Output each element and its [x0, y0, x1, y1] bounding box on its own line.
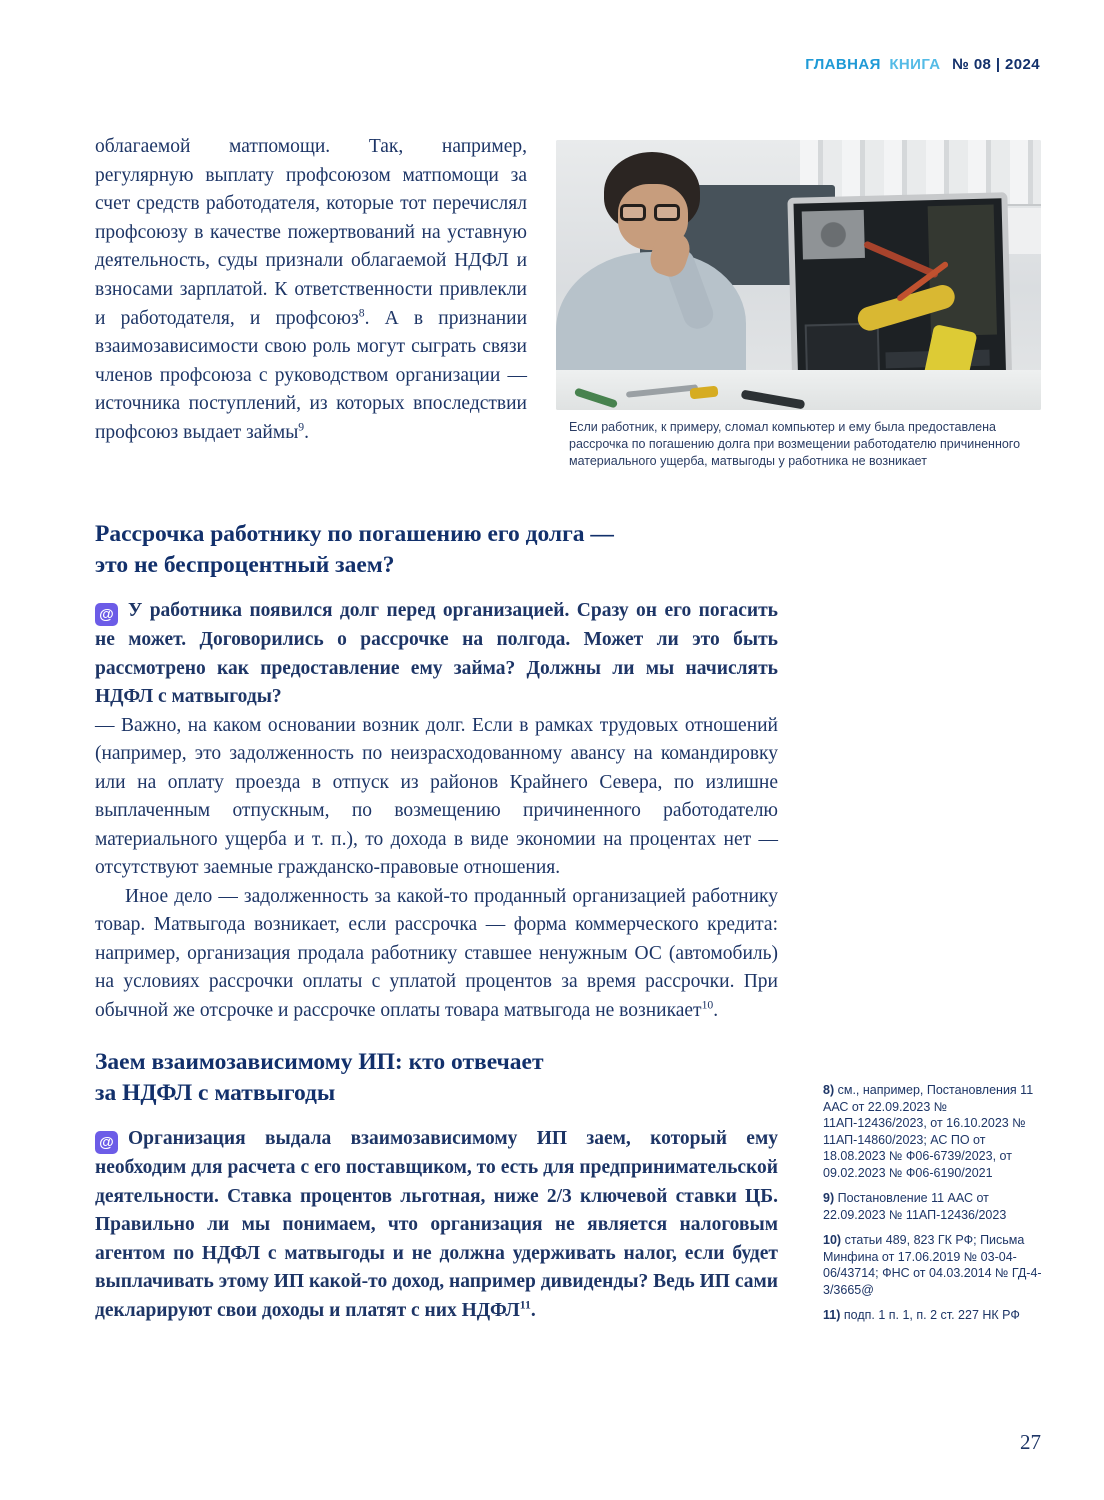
photo-glasses-lens-right [654, 204, 680, 221]
footnote-ref-9: 9 [298, 420, 305, 434]
brand-name-part2: КНИГА [889, 56, 941, 73]
footnote-11-number: 11) [823, 1308, 841, 1322]
intro-text-2: . А в признании взаимозависимости свою роль могут сыграть связи членов профсоюза с руководством организации — источника поступлений, из которых впоследствии профсоюз выдает займы [95, 307, 528, 443]
photo-glasses-lens-left [620, 204, 646, 221]
page-number: 27 [1020, 1430, 1041, 1454]
section1-question-text: У работника появился долг перед организацией. Сразу он его погасить не может. Договорились о рассрочке на полгода. Может ли это быть рассмотрено как предоставление ему займа? Должны ли мы начислять НДФЛ с матвыгоды? [95, 600, 778, 707]
brand-name-part1: ГЛАВНАЯ [805, 56, 881, 73]
footnote-10 [823, 1232, 1042, 1298]
article-photo [556, 140, 1041, 410]
photo-caption: Если работник, к примеру, сломал компьютер и ему была предоставлена рассрочка по погашению долга при возмещении работодателю причиненного материального ущерба, матвыгоды у работника не возникает [569, 420, 1021, 468]
footnote-8-number: 8) [823, 1083, 835, 1097]
footnote-ref-8: 8 [358, 306, 365, 320]
footnote-8-text: см., например, Постановления 11 ААС от 22.09.2023 № 11АП-12436/2023, от 16.10.2023 № 11АП-14860/2023; АС ПО от 18.08.2023 № Ф06-6739/2023, от 09.02.2023 № Ф06-6190/2021 [823, 1083, 1034, 1180]
section1-heading [95, 519, 778, 581]
issue-number: № 08 | 2024 [952, 56, 1040, 73]
section1-answer-paragraph-2 [95, 883, 778, 1026]
footnote-10-text: статьи 489, 823 ГК РФ; Письма Минфина от 17.06.2019 № 03-04-06/43714; ФНС от 04.03.2014 № ГД-4-3/3665@ [823, 1233, 1042, 1297]
intro-text-3: . [304, 421, 310, 443]
section2-question-period: . [530, 1299, 536, 1321]
footnote-11-text: подп. 1 п. 1, п. 2 ст. 227 НК РФ [843, 1308, 1020, 1322]
footnote-9 [823, 1190, 1042, 1223]
section2-heading [95, 1047, 778, 1109]
section1-answer-p2-text: Иное дело — задолженность за какой-то проданный организацией работнику товар. Матвыгода возникает, если рассрочка — форма коммерческого кредита: например, организация продала работнику ставшее ненужным ОС (автомобиль) на условиях рассрочки оплаты с уплатой процентов за время рассрочки. При обычной же отсрочке и рассрочке оплаты товара матвыгода не возникает [95, 885, 778, 1021]
section2-question [95, 1125, 778, 1325]
footnotes-sidebar [823, 1082, 1042, 1333]
section1-answer-paragraph-1: — Важно, на каком основании возник долг. Если в рамках трудовых отношений (например, это задолженность по неизрасходованному авансу на командировку или на оплату проезда в отпуск из районов Крайнего Севера, по излишне выплаченным отпускным, по возмещению причиненного работодателю материального ущерба и т. п.), то дохода в виде экономии на процентах нет — отсутствуют заемные гражданско-правовые отношения. [95, 714, 778, 878]
footnote-9-number: 9) [823, 1191, 835, 1205]
section1-heading-line2: это не беспроцентный заем? [95, 552, 395, 578]
page-header [0, 56, 1040, 73]
intro-paragraph [95, 133, 527, 448]
footnote-9-text: Постановление 11 ААС от 22.09.2023 № 11АП-12436/2023 [823, 1191, 1007, 1222]
footnote-ref-11: 11 [519, 1298, 531, 1311]
footnote-10-number: 10) [823, 1233, 842, 1247]
footnote-ref-10: 10 [701, 998, 714, 1011]
at-icon: @ [95, 1131, 118, 1154]
footnote-8 [823, 1082, 1042, 1181]
footnote-11 [823, 1307, 1042, 1324]
section1-answer-p2-period: . [713, 999, 719, 1021]
section1-heading-line1: Рассрочка работнику по погашению его долга — [95, 521, 614, 547]
photo-person-shirt [556, 252, 746, 382]
photo-psu [802, 210, 865, 260]
at-icon: @ [95, 603, 118, 626]
section2-heading-line2: за НДФЛ с матвыгоды [95, 1080, 336, 1106]
section1-question [95, 597, 778, 712]
section2-heading-line1: Заем взаимозависимому ИП: кто отвечает [95, 1049, 544, 1075]
section2-question-text: Организация выдала взаимозависимому ИП заем, который ему необходим для расчета с его поставщиком, то есть для предпринимательской деятельности. Ставка процентов льготная, ниже 2/3 ключевой ставки ЦБ. Правильно ли мы понимаем, что организация не является налоговым агентом по НДФЛ с матвыгоды и не должна удерживать налог, если будет выплачивать этому ИП какой-то доход, например дивиденды? Ведь ИП сами декларируют свои доходы и платят с них НДФЛ [95, 1128, 778, 1321]
intro-text-1: облагаемой матпомощи. Так, например, регулярную выплату профсоюзом матпомощи за счет средств работодателя, которые тот перечислял профсоюзу в качестве пожертвований на уставную деятельность, суды признали облагаемой НДФЛ и взносами зарплатой. К ответственности привлекли и работодателя, и профсоюз [95, 136, 527, 329]
main-column [95, 519, 778, 1325]
